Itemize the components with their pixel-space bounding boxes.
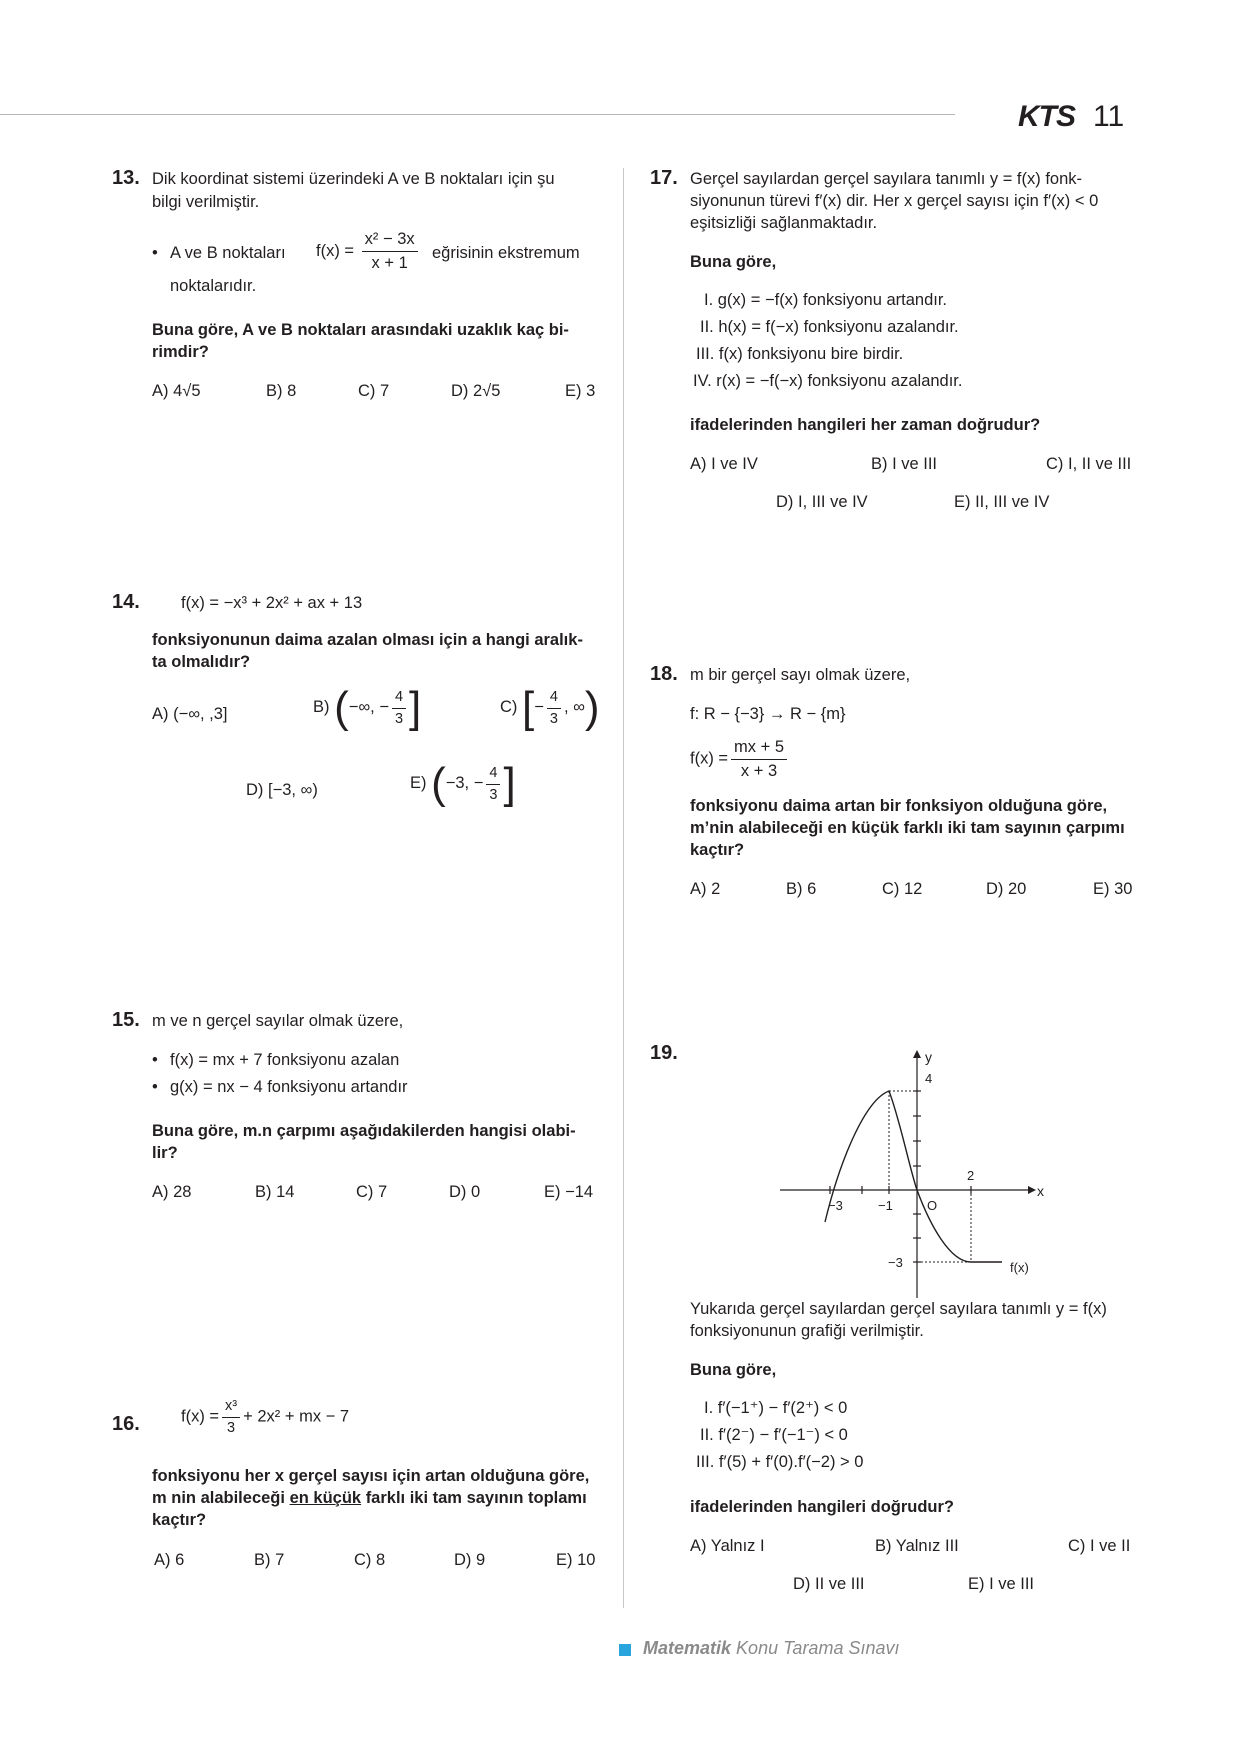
q14-function: f(x) = −x³ + 2x² + ax + 13 [181, 594, 363, 612]
q19-question: ifadelerinden hangileri doğrudur? [690, 1498, 955, 1516]
ticks [830, 1091, 971, 1262]
q19-text-line2: fonksiyonunun grafiği verilmiştir. [690, 1322, 924, 1340]
fraction [731, 738, 787, 781]
option-b[interactable]: B) 14 [255, 1183, 295, 1201]
x-axis-label: x [1037, 1183, 1044, 1199]
q15-bullet1: f(x) = mx + 7 fonksiyonu azalan [170, 1051, 400, 1069]
header-rule [0, 114, 955, 115]
denominator: 3 [394, 710, 404, 727]
option-b[interactable]: B) 8 [266, 382, 297, 400]
option-d[interactable]: D) 20 [986, 880, 1027, 898]
denominator: 3 [549, 710, 558, 727]
bullet-icon: • [152, 244, 158, 262]
denominator: 3 [489, 786, 498, 803]
q16-function [181, 1398, 349, 1436]
q13-question-line1: Buna göre, A ve B noktaları arasındaki uzaklık kaç bi- [152, 321, 569, 339]
q17-statement-4: IV. r(x) = −f(−x) fonksiyonu azalandır. [693, 372, 963, 390]
text-part: m nin alabileceği [152, 1489, 285, 1507]
question-number: 19. [650, 1042, 678, 1064]
numerator: 4 [547, 689, 561, 709]
q19-statement-3: III. f′(5) + f′(0).f′(−2) > 0 [696, 1453, 864, 1471]
q18-question-line2: m’nin alabileceği en küçük farklı iki tam sayının çarpımı [690, 819, 1125, 837]
text-part: farklı iki tam sayının toplamı [365, 1489, 587, 1507]
bullet-icon: • [152, 1051, 158, 1069]
function-curve [825, 1091, 1002, 1262]
footer-title [643, 1637, 899, 1661]
option-e[interactable]: E) −14 [544, 1183, 594, 1201]
curve-label: f(x) [1010, 1260, 1029, 1275]
footer-square-icon [619, 1644, 631, 1656]
fraction [222, 1398, 240, 1436]
option-e[interactable]: E) II, III ve IV [954, 493, 1050, 511]
q14-question-line2: ta olmalıdır? [152, 653, 251, 671]
q13-question-line2: rimdir? [152, 343, 209, 361]
option-d[interactable]: D) [−3, ∞) [246, 781, 318, 799]
fraction [362, 230, 418, 273]
option-c[interactable] [500, 683, 600, 732]
x-axis-arrow-icon [1028, 1186, 1036, 1194]
q19-statement-2: II. f′(2⁻) − f′(−1⁻) < 0 [700, 1426, 848, 1444]
q19-statement-1: I. f′(−1⁺) − f′(2⁺) < 0 [704, 1399, 848, 1417]
q17-intro-line3: eşitsizliği sağlanmaktadır. [690, 214, 878, 232]
right-bracket-icon: ] [503, 759, 516, 808]
label-minus1: −1 [878, 1198, 893, 1213]
y-axis-arrow-icon [913, 1050, 921, 1058]
option-d[interactable]: D) I, III ve IV [776, 493, 868, 511]
column-divider [623, 168, 624, 1608]
footer-subject: Matematik [643, 1638, 732, 1658]
function-rest: + 2x² + mx − 7 [243, 1407, 350, 1426]
left-paren-icon: ( [431, 759, 446, 808]
fraction [392, 689, 406, 727]
option-e[interactable]: E) 3 [565, 382, 596, 400]
label-origin: O [927, 1198, 938, 1213]
left-paren-icon: ( [334, 683, 349, 732]
q16-question-line1: fonksiyonu her x gerçel sayısı için artan olduğuna göre, [152, 1467, 590, 1485]
page-number: 11 [1093, 100, 1125, 133]
option-b[interactable]: B) Yalnız III [875, 1537, 959, 1555]
fraction [547, 689, 561, 727]
option-a[interactable]: A) Yalnız I [690, 1537, 765, 1555]
option-c[interactable]: C) 8 [354, 1551, 386, 1569]
option-b[interactable]: B) 7 [254, 1551, 285, 1569]
option-a[interactable]: A) 6 [154, 1551, 185, 1569]
right-paren-icon: ) [584, 683, 600, 732]
function-label: f(x) = [316, 241, 355, 260]
function-label: f(x) = [181, 1407, 220, 1426]
option-d[interactable]: D) II ve III [793, 1575, 865, 1593]
footer-rest: Konu Tarama Sınavı [736, 1638, 900, 1658]
option-c[interactable]: C) 7 [358, 382, 390, 400]
right-bracket-icon: ] [409, 683, 422, 732]
q14-question-line1: fonksiyonunun daima azalan olması için a hangi aralık- [152, 631, 583, 649]
question-number: 15. [112, 1009, 140, 1031]
option-b[interactable]: B) 6 [786, 880, 817, 898]
q19-lead: Buna göre, [690, 1361, 777, 1379]
option-a[interactable]: A) 2 [690, 880, 721, 898]
function-label: f(x) = [690, 749, 729, 768]
q17-intro-line2: siyonunun türevi f′(x) dir. Her x gerçel sayısı için f′(x) < 0 [690, 192, 1099, 210]
question-number: 16. [112, 1413, 140, 1435]
q13-function [316, 230, 421, 273]
numerator: x² − 3x [362, 230, 418, 252]
q13-intro-line2: bilgi verilmiştir. [152, 193, 260, 211]
q17-lead: Buna göre, [690, 253, 777, 271]
brand-logo: KTS [1018, 100, 1075, 133]
question-number: 17. [650, 167, 678, 189]
option-c[interactable]: C) 12 [882, 880, 923, 898]
interval-left: −∞, − [348, 698, 389, 717]
left-bracket-icon: [ [522, 683, 535, 732]
option-a[interactable]: A) I ve IV [690, 455, 758, 473]
option-a[interactable]: A) 28 [152, 1183, 192, 1201]
q19-text-line1: Yukarıda gerçel sayılardan gerçel sayılara tanımlı y = f(x) [690, 1300, 1107, 1318]
label-2: 2 [967, 1168, 975, 1183]
interval-left: −3, − [445, 774, 484, 793]
y-axis-label: y [925, 1049, 932, 1065]
option-e[interactable]: E) I ve III [968, 1575, 1035, 1593]
q17-statement-2: II. h(x) = f(−x) fonksiyonu azalandır. [700, 318, 959, 336]
q18-function [690, 738, 790, 781]
q13-bullet-text: A ve B noktaları [170, 244, 286, 262]
question-number: 14. [112, 591, 140, 613]
q18-question-line1: fonksiyonu daima artan bir fonksiyon olduğuna göre, [690, 797, 1108, 815]
fraction [486, 765, 500, 803]
q17-statement-3: III. f(x) fonksiyonu bire birdir. [696, 345, 904, 363]
interval-right: , ∞ [563, 698, 585, 717]
q15-bullet2: g(x) = nx − 4 fonksiyonu artandır [170, 1078, 408, 1096]
q16-question-line3: kaçtır? [152, 1511, 207, 1529]
denominator: 3 [227, 1419, 236, 1436]
q17-intro-line1: Gerçel sayılardan gerçel sayılara tanımlı y = f(x) fonk- [690, 170, 1083, 188]
q17-question: ifadelerinden hangileri her zaman doğrudur? [690, 416, 1041, 434]
option-c[interactable]: C) I, II ve III [1046, 455, 1132, 473]
numerator: mx + 5 [731, 738, 787, 760]
question-number: 13. [112, 167, 140, 189]
minus-sign: − [534, 698, 544, 717]
numerator: 4 [486, 765, 500, 785]
q13-intro-line1: Dik koordinat sistemi üzerindeki A ve B noktaları için şu [152, 170, 555, 188]
q15-question-line2: lir? [152, 1144, 178, 1162]
q18-question-line3: kaçtır? [690, 841, 745, 859]
option-c[interactable]: C) I ve II [1068, 1537, 1131, 1555]
option-label: B) [313, 698, 330, 717]
option-c[interactable]: C) 7 [356, 1183, 388, 1201]
q17-statement-1: I. g(x) = −f(x) fonksiyonu artandır. [704, 291, 948, 309]
denominator: x + 3 [740, 761, 778, 780]
underlined-text: en küçük [289, 1489, 362, 1507]
denominator: x + 1 [371, 253, 408, 272]
option-b[interactable] [313, 683, 422, 732]
q16-question-line2 [152, 1488, 587, 1510]
q13-bullet-text-2: eğrisinin ekstremum [432, 244, 580, 262]
option-e[interactable]: E) 30 [1093, 880, 1133, 898]
option-d[interactable]: D) 2√5 [451, 382, 501, 400]
numerator: 4 [392, 689, 406, 709]
q15-intro: m ve n gerçel sayılar olmak üzere, [152, 1012, 404, 1030]
label-4: 4 [925, 1071, 933, 1086]
q15-question-line1: Buna göre, m.n çarpımı aşağıdakilerden hangisi olabi- [152, 1122, 576, 1140]
option-d[interactable]: D) 9 [454, 1551, 486, 1569]
q13-bullet-text-3: noktalarıdır. [170, 277, 257, 295]
guide-lines [889, 1091, 971, 1262]
option-a[interactable]: A) 4√5 [152, 382, 201, 400]
option-e[interactable] [410, 759, 516, 808]
option-d[interactable]: D) 0 [449, 1183, 481, 1201]
option-label: E) [410, 774, 427, 793]
option-e[interactable]: E) 10 [556, 1551, 596, 1569]
function-graph [770, 1040, 1050, 1300]
label-minus3-x: −3 [828, 1198, 843, 1213]
question-number: 18. [650, 663, 678, 685]
label-minus3-y: −3 [888, 1255, 903, 1270]
q18-mapping: f: R − {−3} → R − {m} [690, 705, 846, 723]
q18-intro: m bir gerçel sayı olmak üzere, [690, 666, 911, 684]
bullet-icon: • [152, 1078, 158, 1096]
option-b[interactable]: B) I ve III [871, 455, 938, 473]
numerator: x³ [222, 1398, 240, 1418]
option-label: C) [500, 698, 518, 717]
option-a[interactable]: A) (−∞, ,3] [152, 705, 228, 723]
